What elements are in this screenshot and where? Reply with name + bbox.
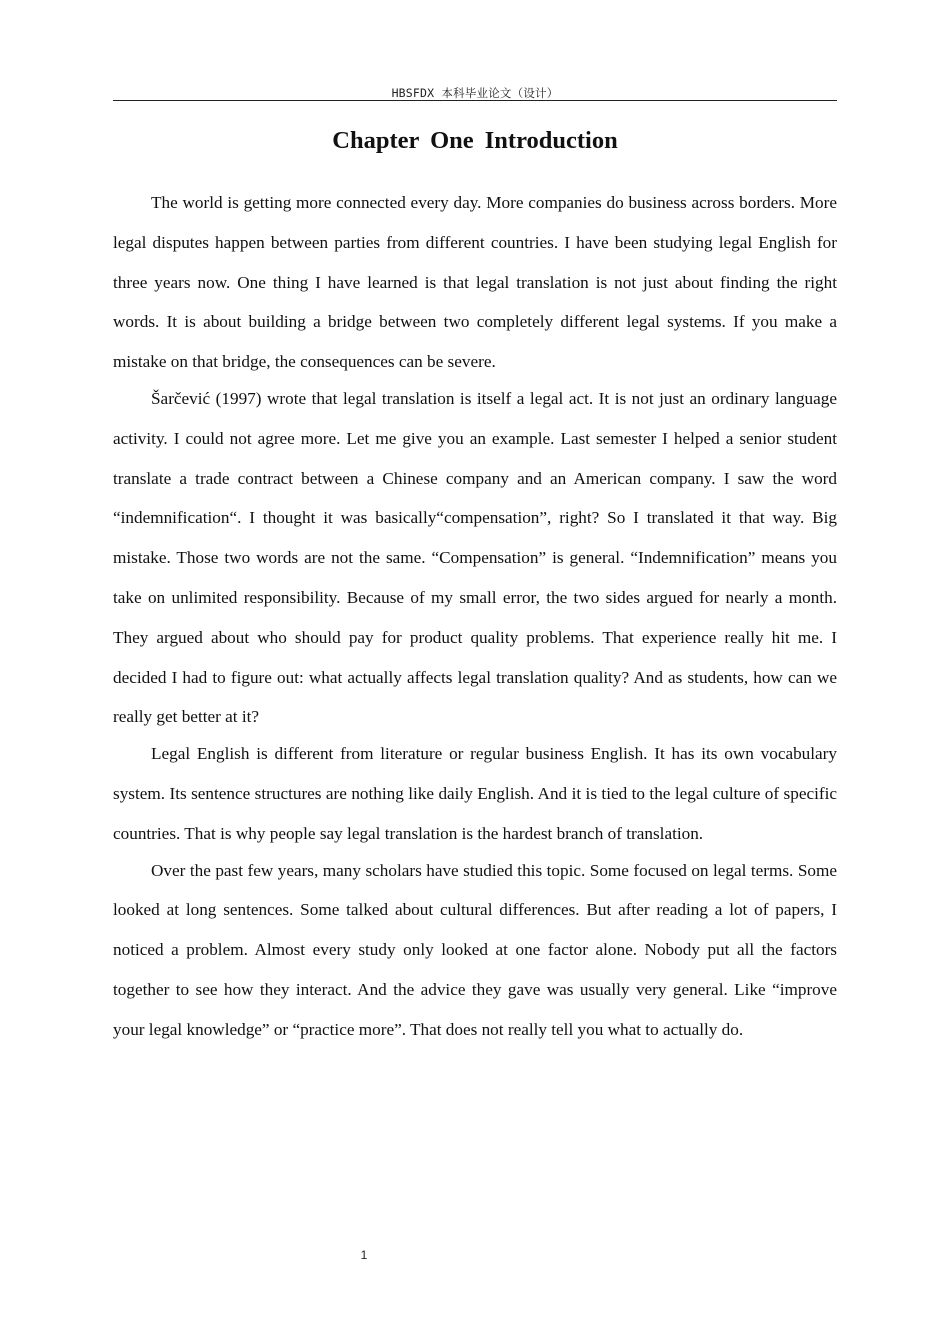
header-rule (113, 100, 837, 101)
body-text (113, 183, 837, 1047)
paragraph: Legal English is different from literature or regular business English. It has its own vocabulary system. Its sentence structures are nothing like daily English. And it is tied to the legal culture of specific countries. That is why people say legal translation is the hardest branch of translation. (113, 744, 837, 843)
page-number: 1 (360, 1248, 368, 1262)
paragraph: Over the past few years, many scholars have studied this topic. Some focused on legal terms. Some looked at long sentences. Some talked about cultural differences. But after reading a lot of papers, I noticed a problem. Almost every study only looked at one factor alone. Nobody put all the factors together to see how they interact. And the advice they gave was usually very general. Like “improve your legal knowledge” or “practice more”. That does not really tell you what to actually do. (113, 860, 837, 1039)
paragraph: The world is getting more connected every day. More companies do business across borders. More legal disputes happen between parties from different countries. I have been studying legal English for three years now. One thing I have learned is that legal translation is not just about finding the right words. It is about building a bridge between two completely different legal systems. If you make a mistake on that bridge, the consequences can be severe. (113, 193, 837, 372)
running-header: HBSFDX 本科毕业论文（设计） (391, 86, 559, 100)
paragraph: Šarčević (1997) wrote that legal translation is itself a legal act. It is not just an ordinary language activity. I could not agree more. Let me give you an example. Last semester I helped a senior student translate a trade contract between a Chinese company and an American company. I saw the word “indemnification“. I thought it was basically“compensation”, right? So I translated it that way. Big mistake. Those two words are not the same. “Compensation” is general. “Indemnification” means you take on unlimited responsibility. Because of my small error, the two sides argued for nearly a month. They argued about who should pay for product quality problems. That experience really hit me. I decided I had to figure out: what actually affects legal translation quality? And as students, how can we really get better at it? (113, 388, 837, 727)
chapter-title: Chapter One Introduction (332, 127, 618, 154)
